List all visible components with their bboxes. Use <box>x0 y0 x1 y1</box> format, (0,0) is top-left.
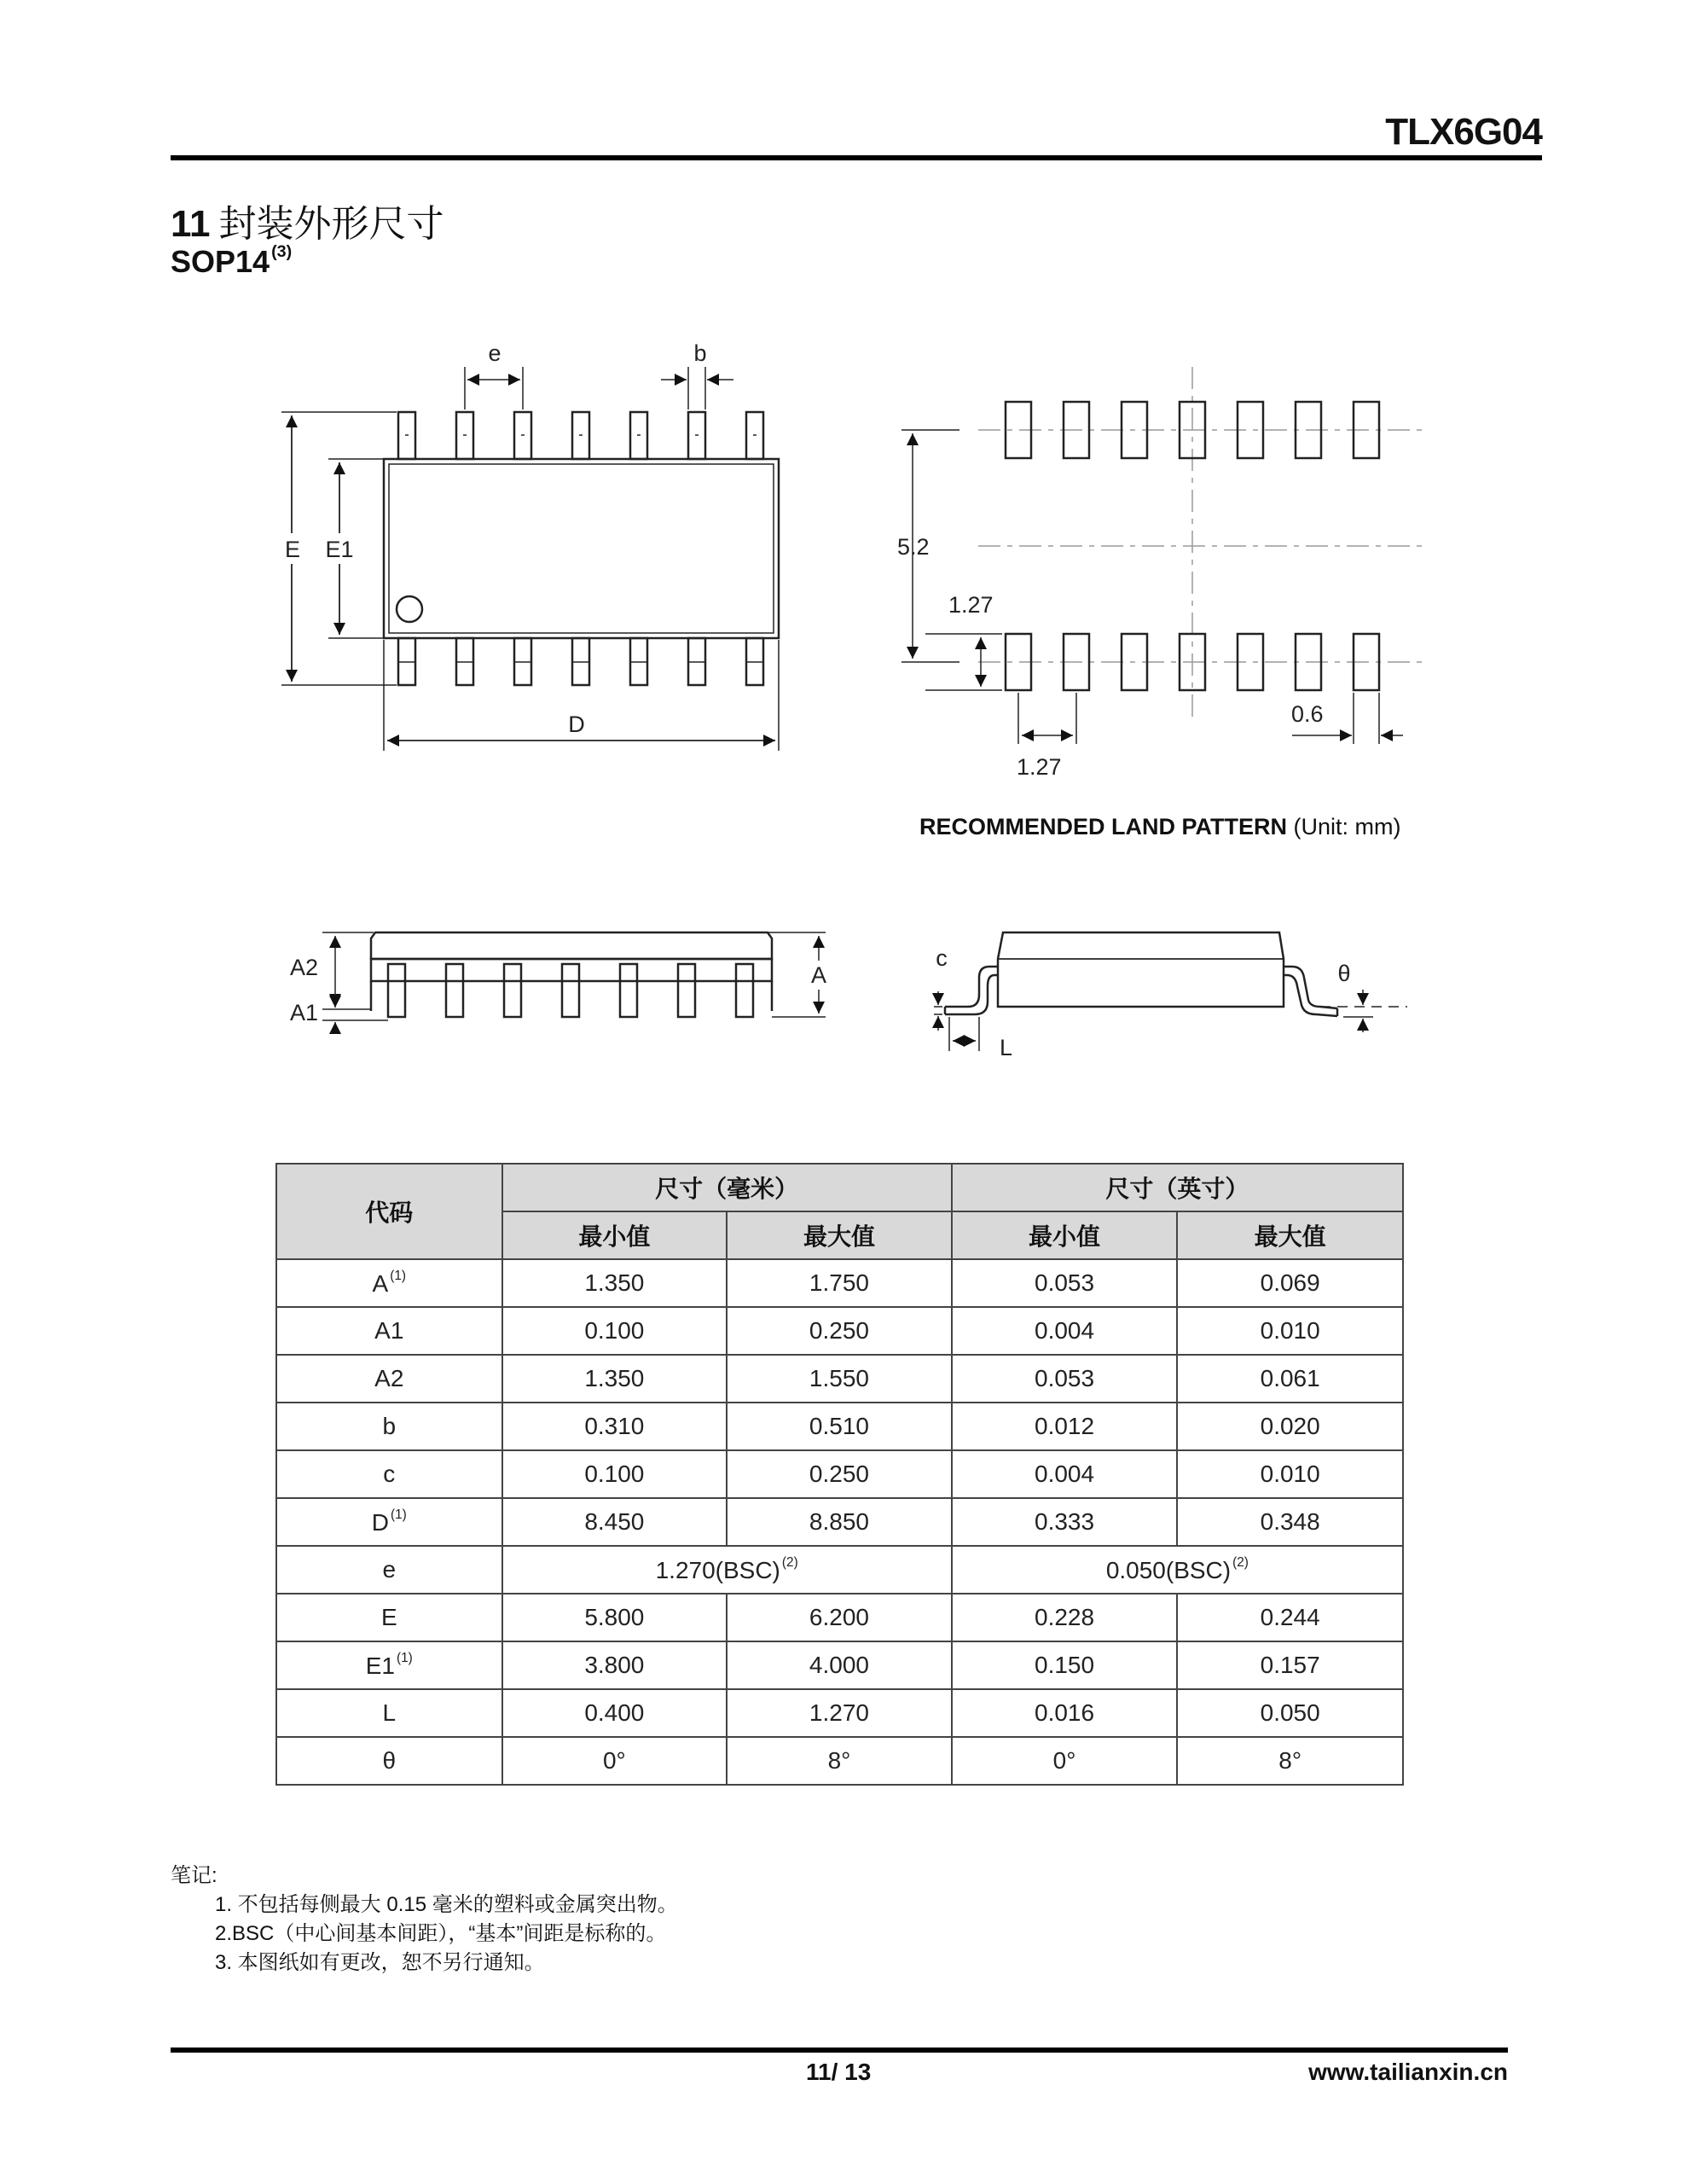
land-pattern-caption-title: RECOMMENDED LAND PATTERN <box>919 814 1287 839</box>
cell-mm-max: 8.850 <box>727 1498 952 1546</box>
cell-mm-min: 1.350 <box>502 1355 728 1403</box>
cell-mm-min: 0.400 <box>502 1689 728 1737</box>
cell-code: A1 <box>276 1307 502 1355</box>
package-note: (3) <box>271 242 293 261</box>
table-row <box>276 1450 1403 1498</box>
notes-title: 笔记: <box>171 1864 217 1887</box>
dim-label-pad-length: 1.27 <box>948 592 994 618</box>
cell-code: L <box>276 1689 502 1737</box>
dim-label-pad-pitch: 1.27 <box>1017 754 1062 780</box>
table-row <box>276 1403 1403 1450</box>
cell-in-min: 0.053 <box>952 1355 1178 1403</box>
cell-in-min: 0.004 <box>952 1450 1178 1498</box>
cell-code: A2 <box>276 1355 502 1403</box>
package-body-top <box>384 459 779 638</box>
page-number: 11/ 13 <box>806 2059 872 2085</box>
cell-mm-span <box>502 1546 952 1594</box>
in-span-text: 0.050(BSC) <box>1105 1556 1232 1583</box>
cell-mm-min: 1.350 <box>502 1259 728 1307</box>
note-item: 1. 不包括每侧最大 0.15 毫米的塑料或金属突出物。 <box>215 1893 678 1916</box>
cell-mm-min: 8.450 <box>502 1498 728 1546</box>
in-span-note: (2) <box>1232 1555 1249 1571</box>
table-row <box>276 1307 1403 1355</box>
cell-in-min: 0.228 <box>952 1594 1178 1641</box>
dim-label-D: D <box>568 712 585 737</box>
mm-span-text: 1.270(BSC) <box>655 1556 780 1583</box>
top-view-labels <box>279 340 707 737</box>
cell-in-max: 0.050 <box>1177 1689 1403 1737</box>
land-pattern <box>901 367 1424 744</box>
dim-label-e: e <box>488 340 501 366</box>
cell-code: b <box>276 1403 502 1450</box>
table-header-row <box>276 1164 1403 1211</box>
header-mm-max: 最大值 <box>727 1211 952 1259</box>
table-row <box>276 1355 1403 1403</box>
dim-label-A: A <box>810 962 827 988</box>
header-inch-min: 最小值 <box>952 1211 1178 1259</box>
cell-in-max: 0.348 <box>1177 1498 1403 1546</box>
dim-label-5-2: 5.2 <box>897 534 930 560</box>
cell-in-max: 0.244 <box>1177 1594 1403 1641</box>
cell-code <box>276 1641 502 1689</box>
cell-in-max: 0.069 <box>1177 1259 1403 1307</box>
note-item: 2.BSC（中心间基本间距），“基本”间距是标称的。 <box>215 1922 667 1945</box>
cell-in-min: 0.004 <box>952 1307 1178 1355</box>
code-text: A <box>372 1269 389 1297</box>
cell-mm-max: 1.750 <box>727 1259 952 1307</box>
section-title: 封装外形尺寸 <box>218 203 444 245</box>
cell-in-max: 0.020 <box>1177 1403 1403 1450</box>
cell-code: c <box>276 1450 502 1498</box>
table-row <box>276 1641 1403 1689</box>
cell-code: θ <box>276 1737 502 1785</box>
dim-label-E: E <box>284 537 301 562</box>
dim-label-pad-width: 0.6 <box>1291 701 1324 727</box>
cell-mm-max: 1.270 <box>727 1689 952 1737</box>
top-view <box>281 367 779 751</box>
cell-code <box>276 1498 502 1546</box>
header-inch: 尺寸（英寸） <box>952 1164 1403 1211</box>
cell-in-min: 0.016 <box>952 1689 1178 1737</box>
footer-rule <box>171 2048 1508 2053</box>
cell-in-max: 8° <box>1177 1737 1403 1785</box>
table-row <box>276 1689 1403 1737</box>
mm-span-note: (2) <box>781 1555 798 1571</box>
package-label: SOP14 <box>171 243 270 279</box>
cell-in-min: 0.053 <box>952 1259 1178 1307</box>
cell-mm-max: 0.510 <box>727 1403 952 1450</box>
section-number: 11 <box>171 203 211 245</box>
cell-mm-min: 0.100 <box>502 1307 728 1355</box>
land-pattern-caption-unit: (Unit: mm) <box>1293 814 1401 839</box>
cell-in-max: 0.061 <box>1177 1355 1403 1403</box>
cell-mm-min: 0.310 <box>502 1403 728 1450</box>
cell-code <box>276 1259 502 1307</box>
table-row <box>276 1594 1403 1641</box>
cell-mm-min: 5.800 <box>502 1594 728 1641</box>
cell-in-min: 0.150 <box>952 1641 1178 1689</box>
cell-mm-max: 1.550 <box>727 1355 952 1403</box>
cell-mm-min: 3.800 <box>502 1641 728 1689</box>
cell-in-span <box>952 1546 1403 1594</box>
cell-mm-max: 0.250 <box>727 1450 952 1498</box>
side-view <box>322 932 826 1032</box>
dim-label-A2: A2 <box>290 955 319 980</box>
pin1-marker <box>397 596 422 622</box>
table-row <box>276 1498 1403 1546</box>
cell-code: E <box>276 1594 502 1641</box>
code-text: D <box>371 1508 389 1536</box>
dim-label-E1: E1 <box>325 537 354 562</box>
cell-mm-max: 0.250 <box>727 1307 952 1355</box>
land-pattern-labels <box>897 534 1324 780</box>
header-code: 代码 <box>276 1164 502 1259</box>
cell-in-max: 0.010 <box>1177 1450 1403 1498</box>
cell-in-max: 0.010 <box>1177 1307 1403 1355</box>
dimensions-table <box>275 1163 1404 1786</box>
cell-code: e <box>276 1546 502 1594</box>
side-leads <box>388 964 753 1017</box>
code-text: E1 <box>365 1652 395 1679</box>
dim-label-theta: θ <box>1337 961 1351 986</box>
land-pattern-caption <box>919 814 1401 840</box>
header-inch-max: 最大值 <box>1177 1211 1403 1259</box>
note-item: 3. 本图纸如有更改，恕不另行通知。 <box>215 1951 545 1974</box>
end-view <box>934 932 1407 1051</box>
table-row <box>276 1259 1403 1307</box>
dim-label-A1: A1 <box>290 1000 319 1025</box>
website-link[interactable]: www.tailianxin.cn <box>1308 2059 1508 2085</box>
cell-mm-min: 0.100 <box>502 1450 728 1498</box>
table-row <box>276 1546 1403 1594</box>
cell-in-min: 0° <box>952 1737 1178 1785</box>
dim-label-b: b <box>693 340 707 366</box>
dim-label-c: c <box>936 945 948 971</box>
code-note: (1) <box>390 1507 407 1523</box>
code-note: (1) <box>397 1651 413 1666</box>
header-mm: 尺寸（毫米） <box>502 1164 952 1211</box>
cell-mm-max: 6.200 <box>727 1594 952 1641</box>
document-title: TLX6G04 <box>1385 111 1542 153</box>
notes <box>171 1862 678 1978</box>
code-note: (1) <box>390 1269 407 1284</box>
dim-label-L: L <box>1000 1035 1013 1060</box>
cell-mm-max: 8° <box>727 1737 952 1785</box>
cell-in-max: 0.157 <box>1177 1641 1403 1689</box>
cell-mm-max: 4.000 <box>727 1641 952 1689</box>
table-row <box>276 1737 1403 1785</box>
cell-in-min: 0.012 <box>952 1403 1178 1450</box>
cell-in-min: 0.333 <box>952 1498 1178 1546</box>
header-mm-min: 最小值 <box>502 1211 728 1259</box>
cell-mm-min: 0° <box>502 1737 728 1785</box>
